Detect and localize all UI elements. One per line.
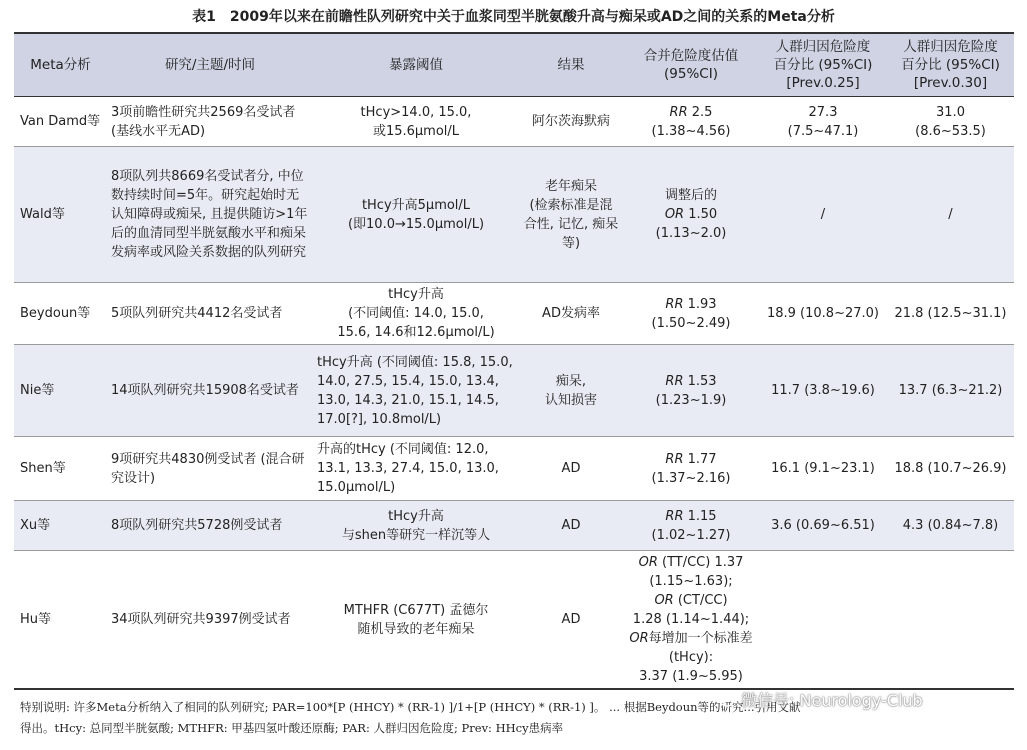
cell-exposure: tHcy升高5μmol/L (即10.0→15.0μmol/L)	[313, 147, 519, 283]
cell-par-025: 3.6 (0.69~6.51)	[759, 501, 887, 551]
cell-par-030: 4.3 (0.84~7.8)	[887, 501, 1014, 551]
table-row	[14, 147, 1014, 283]
cell-meta: Xu等	[14, 501, 107, 551]
cell-par-030: 13.7 (6.3~21.2)	[887, 345, 1014, 437]
cell-result: AD	[519, 501, 623, 551]
watermark	[713, 686, 1013, 712]
cell-result: AD	[519, 551, 623, 690]
header-par-030: 人群归因危险度 百分比 (95%CI) [Prev.0.30]	[887, 33, 1014, 97]
table-row	[14, 283, 1014, 345]
cell-par-025: 11.7 (3.8~19.6)	[759, 345, 887, 437]
cell-study: 14项队列研究共15908名受试者	[107, 345, 313, 437]
notes-line-1: 特别说明: 许多Meta分析纳入了相同的队列研究; PAR=100*[P (HHCY) * (RR-1) ]/1+[P (HHCY) * (RR-1) ]。 ... 根据Beydoun等的研究...引用文献	[20, 700, 801, 714]
cell-exposure: tHcy>14.0, 15.0, 或15.6μmol/L	[360, 104, 472, 139]
cell-exposure: tHcy升高 与shen等研究一样沉等人	[313, 501, 519, 551]
cell-exposure: 升高的tHcy (不同阈值: 12.0, 13.1, 13.3, 27.4, 15.0, 13.0, 15.0μmol/L)	[313, 437, 519, 501]
cell-study: 3项前瞻性研究共2569名受试者 (基线水平无AD)	[111, 104, 296, 139]
cell-par-025: 27.3 (7.5~47.1)	[787, 104, 859, 139]
table-row	[14, 345, 1014, 437]
cell-par-025: 18.9 (10.8~27.0)	[759, 283, 887, 345]
header-par-025: 人群归因危险度 百分比 (95%CI) [Prev.0.25]	[759, 33, 887, 97]
wechat-icon	[713, 690, 735, 708]
meta-analysis-table	[14, 32, 1014, 690]
cell-par-025: 16.1 (9.1~23.1)	[759, 437, 887, 501]
cell-exposure: tHcy升高 (不同阈值: 14.0, 15.0, 15.6, 14.6和12.6μmol/L)	[313, 283, 519, 345]
table-caption: 2009年以来在前瞻性队列研究中关于血浆同型半胱氨酸升高与痴呆或AD之间的关系的Meta分析	[229, 9, 835, 25]
cell-meta: Shen等	[14, 437, 107, 501]
cell-meta: Hu等	[14, 551, 107, 690]
cell-risk: RR 1.77 (1.37~2.16)	[623, 437, 759, 501]
cell-risk: RR 2.5 (1.38~4.56)	[651, 104, 731, 139]
cell-risk: RR 1.53 (1.23~1.9)	[623, 345, 759, 437]
cell-meta: Nie等	[14, 345, 107, 437]
cell-study: 9项研究共4830例受试者 (混合研究设计)	[107, 437, 313, 501]
cell-risk: RR 1.15 (1.02~1.27)	[623, 501, 759, 551]
header-result: 结果	[519, 33, 623, 97]
table-row	[14, 437, 1014, 501]
header-exposure: 暴露阈值	[313, 33, 519, 97]
cell-par-030: /	[887, 147, 1014, 283]
table-title	[0, 6, 1027, 26]
cell-par-030	[887, 551, 1014, 690]
cell-study: 8项队列研究共5728例受试者	[107, 501, 313, 551]
cell-meta: Beydoun等	[14, 283, 107, 345]
header-risk: 合并危险度估值 (95%CI)	[623, 33, 759, 97]
cell-result: 阿尔茨海默病	[531, 114, 610, 129]
cell-par-025: /	[759, 147, 887, 283]
table-row	[14, 551, 1014, 690]
header-study: 研究/主题/时间	[107, 33, 313, 97]
cell-result: 痴呆, 认知损害	[519, 345, 623, 437]
table-number: 表1	[192, 9, 216, 25]
table-row	[14, 97, 1014, 147]
cell-result: AD	[519, 437, 623, 501]
notes-line-2: 得出。tHcy: 总同型半胱氨酸; MTHFR: 甲基四氢叶酸还原酶; PAR: 人群归因危险度; Prev: HHcy患病率	[20, 721, 564, 735]
cell-result: 老年痴呆 (检索标准是混合性, 记忆, 痴呆等)	[519, 147, 623, 283]
header-meta: Meta分析	[14, 33, 107, 97]
cell-risk: 调整后的 OR 1.50 (1.13~2.0)	[623, 147, 759, 283]
cell-exposure: MTHFR (C677T) 孟德尔 随机导致的老年痴呆	[313, 551, 519, 690]
cell-par-025	[759, 551, 887, 690]
cell-risk: RR 1.93 (1.50~2.49)	[623, 283, 759, 345]
cell-study: 8项队列共8669名受试者分, 中位数持续时间=5年。研究起始时无认知障碍或痴呆, 且提供随访>1年后的血清同型半胱氨酸水平和痴呆发病率或风险关系数据的队列研究	[107, 147, 313, 283]
cell-risk: OR (TT/CC) 1.37 (1.15~1.63); OR (CT/CC) 1.28 (1.14~1.44); OR每增加一个标准差 (tHcy): 3.37 (1.9~5.95)	[623, 551, 759, 690]
cell-study: 34项队列研究共9397例受试者	[107, 551, 313, 690]
cell-study: 5项队列研究共4412名受试者	[107, 283, 313, 345]
cell-exposure: tHcy升高 (不同阈值: 15.8, 15.0, 14.0, 27.5, 15.4, 15.0, 13.4, 13.0, 14.3, 21.0, 15.1, 14.5, 17.0[?], 10.8mol/L)	[313, 345, 519, 437]
watermark-text: 微信号: Neurology-Club	[741, 690, 923, 710]
cell-result: AD发病率	[519, 283, 623, 345]
cell-meta: Van Damd等	[20, 114, 101, 129]
cell-par-030: 18.8 (10.7~26.9)	[887, 437, 1014, 501]
header-row	[14, 33, 1014, 97]
cell-par-030: 21.8 (12.5~31.1)	[887, 283, 1014, 345]
cell-meta: Wald等	[14, 147, 107, 283]
cell-par-030: 31.0 (8.6~53.5)	[915, 104, 986, 139]
table-row	[14, 501, 1014, 551]
